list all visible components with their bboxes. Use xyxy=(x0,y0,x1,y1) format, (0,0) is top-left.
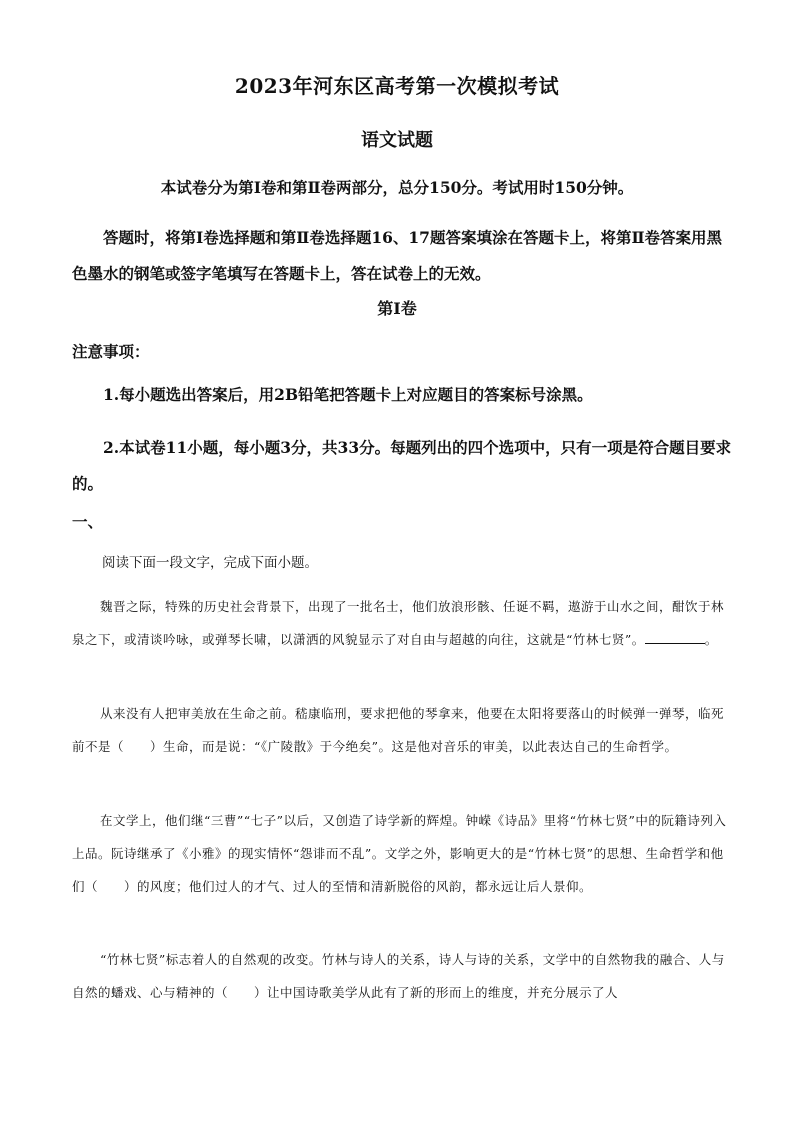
note-item-1: 1.每小题选出答案后，用2B铅笔把答题卡上对应题目的答案标号涂黑。 xyxy=(103,385,593,404)
section-label: 一、 xyxy=(72,512,104,531)
passage-paragraph-1-text: 魏晋之际，特殊的历史社会背景下，出现了一批名士，他们放浪形骸、任诞不羁，遨游于山水之间，酣饮于林泉之下，或清谈吟咏，或弹琴长啸，以潇洒的风貌显示了对自由与超越的向往，这就是“竹林七贤”。 xyxy=(72,599,725,647)
passage-paragraph-4: “竹林七贤”标志着人的自然观的改变。竹林与诗人的关系，诗人与诗的关系，文学中的自然物我的融合、人与自然的蟠戏、心与精神的（ ）让中国诗歌美学从此有了新的形而上的维度，并充分展示了人 xyxy=(72,952,725,1000)
fill-blank-line xyxy=(645,631,705,644)
volume-heading: 第Ⅰ卷 xyxy=(377,299,417,318)
answer-instructions: 答题时，将第Ⅰ卷选择题和第Ⅱ卷选择题16、17题答案填涂在答题卡上，将第Ⅱ卷答案用黑色墨水的钢笔或签字笔填写在答题卡上，答在试卷上的无效。 xyxy=(72,228,723,283)
notes-heading: 注意事项： xyxy=(72,342,150,361)
passage-paragraph-1-end: 。 xyxy=(704,632,718,647)
exam-subtitle: 语文试题 xyxy=(361,130,433,151)
passage-paragraph-1 xyxy=(72,590,734,656)
passage-paragraph-3: 在文学上，他们继“三曹”“七子”以后，又创造了诗学新的辉煌。钟嵘《诗品》里将“竹林七贤”中的阮籍诗列入上品。阮诗继承了《小雅》的现实情怀“怨诽而不乱”。文学之外，影响更大的是“竹林七贤”的思想、生命哲学和他们（ ）的风度；他们过人的才气、过人的至情和清新脱俗的风韵，都永远让后人景仰。 xyxy=(72,813,727,894)
passage-paragraph-2: 从来没有人把审美放在生命之前。嵇康临刑，要求把他的琴拿来，他要在太阳将要落山的时候弹一弹琴，临死前不是（ ）生命，而是说：“《广陵散》于今绝矣”。这是他对音乐的审美，以此表达自己的生命哲学。 xyxy=(72,706,725,754)
note-item-2: 2.本试卷11小题，每小题3分，共33分。每题列出的四个选项中，只有一项是符合题目要求的。 xyxy=(72,438,732,493)
exam-title: 2023年河东区高考第一次模拟考试 xyxy=(234,74,560,98)
exam-intro: 本试卷分为第Ⅰ卷和第Ⅱ卷两部分，总分150分。考试用时150分钟。 xyxy=(160,178,634,197)
reading-instruction: 阅读下面一段文字，完成下面小题。 xyxy=(102,555,318,571)
